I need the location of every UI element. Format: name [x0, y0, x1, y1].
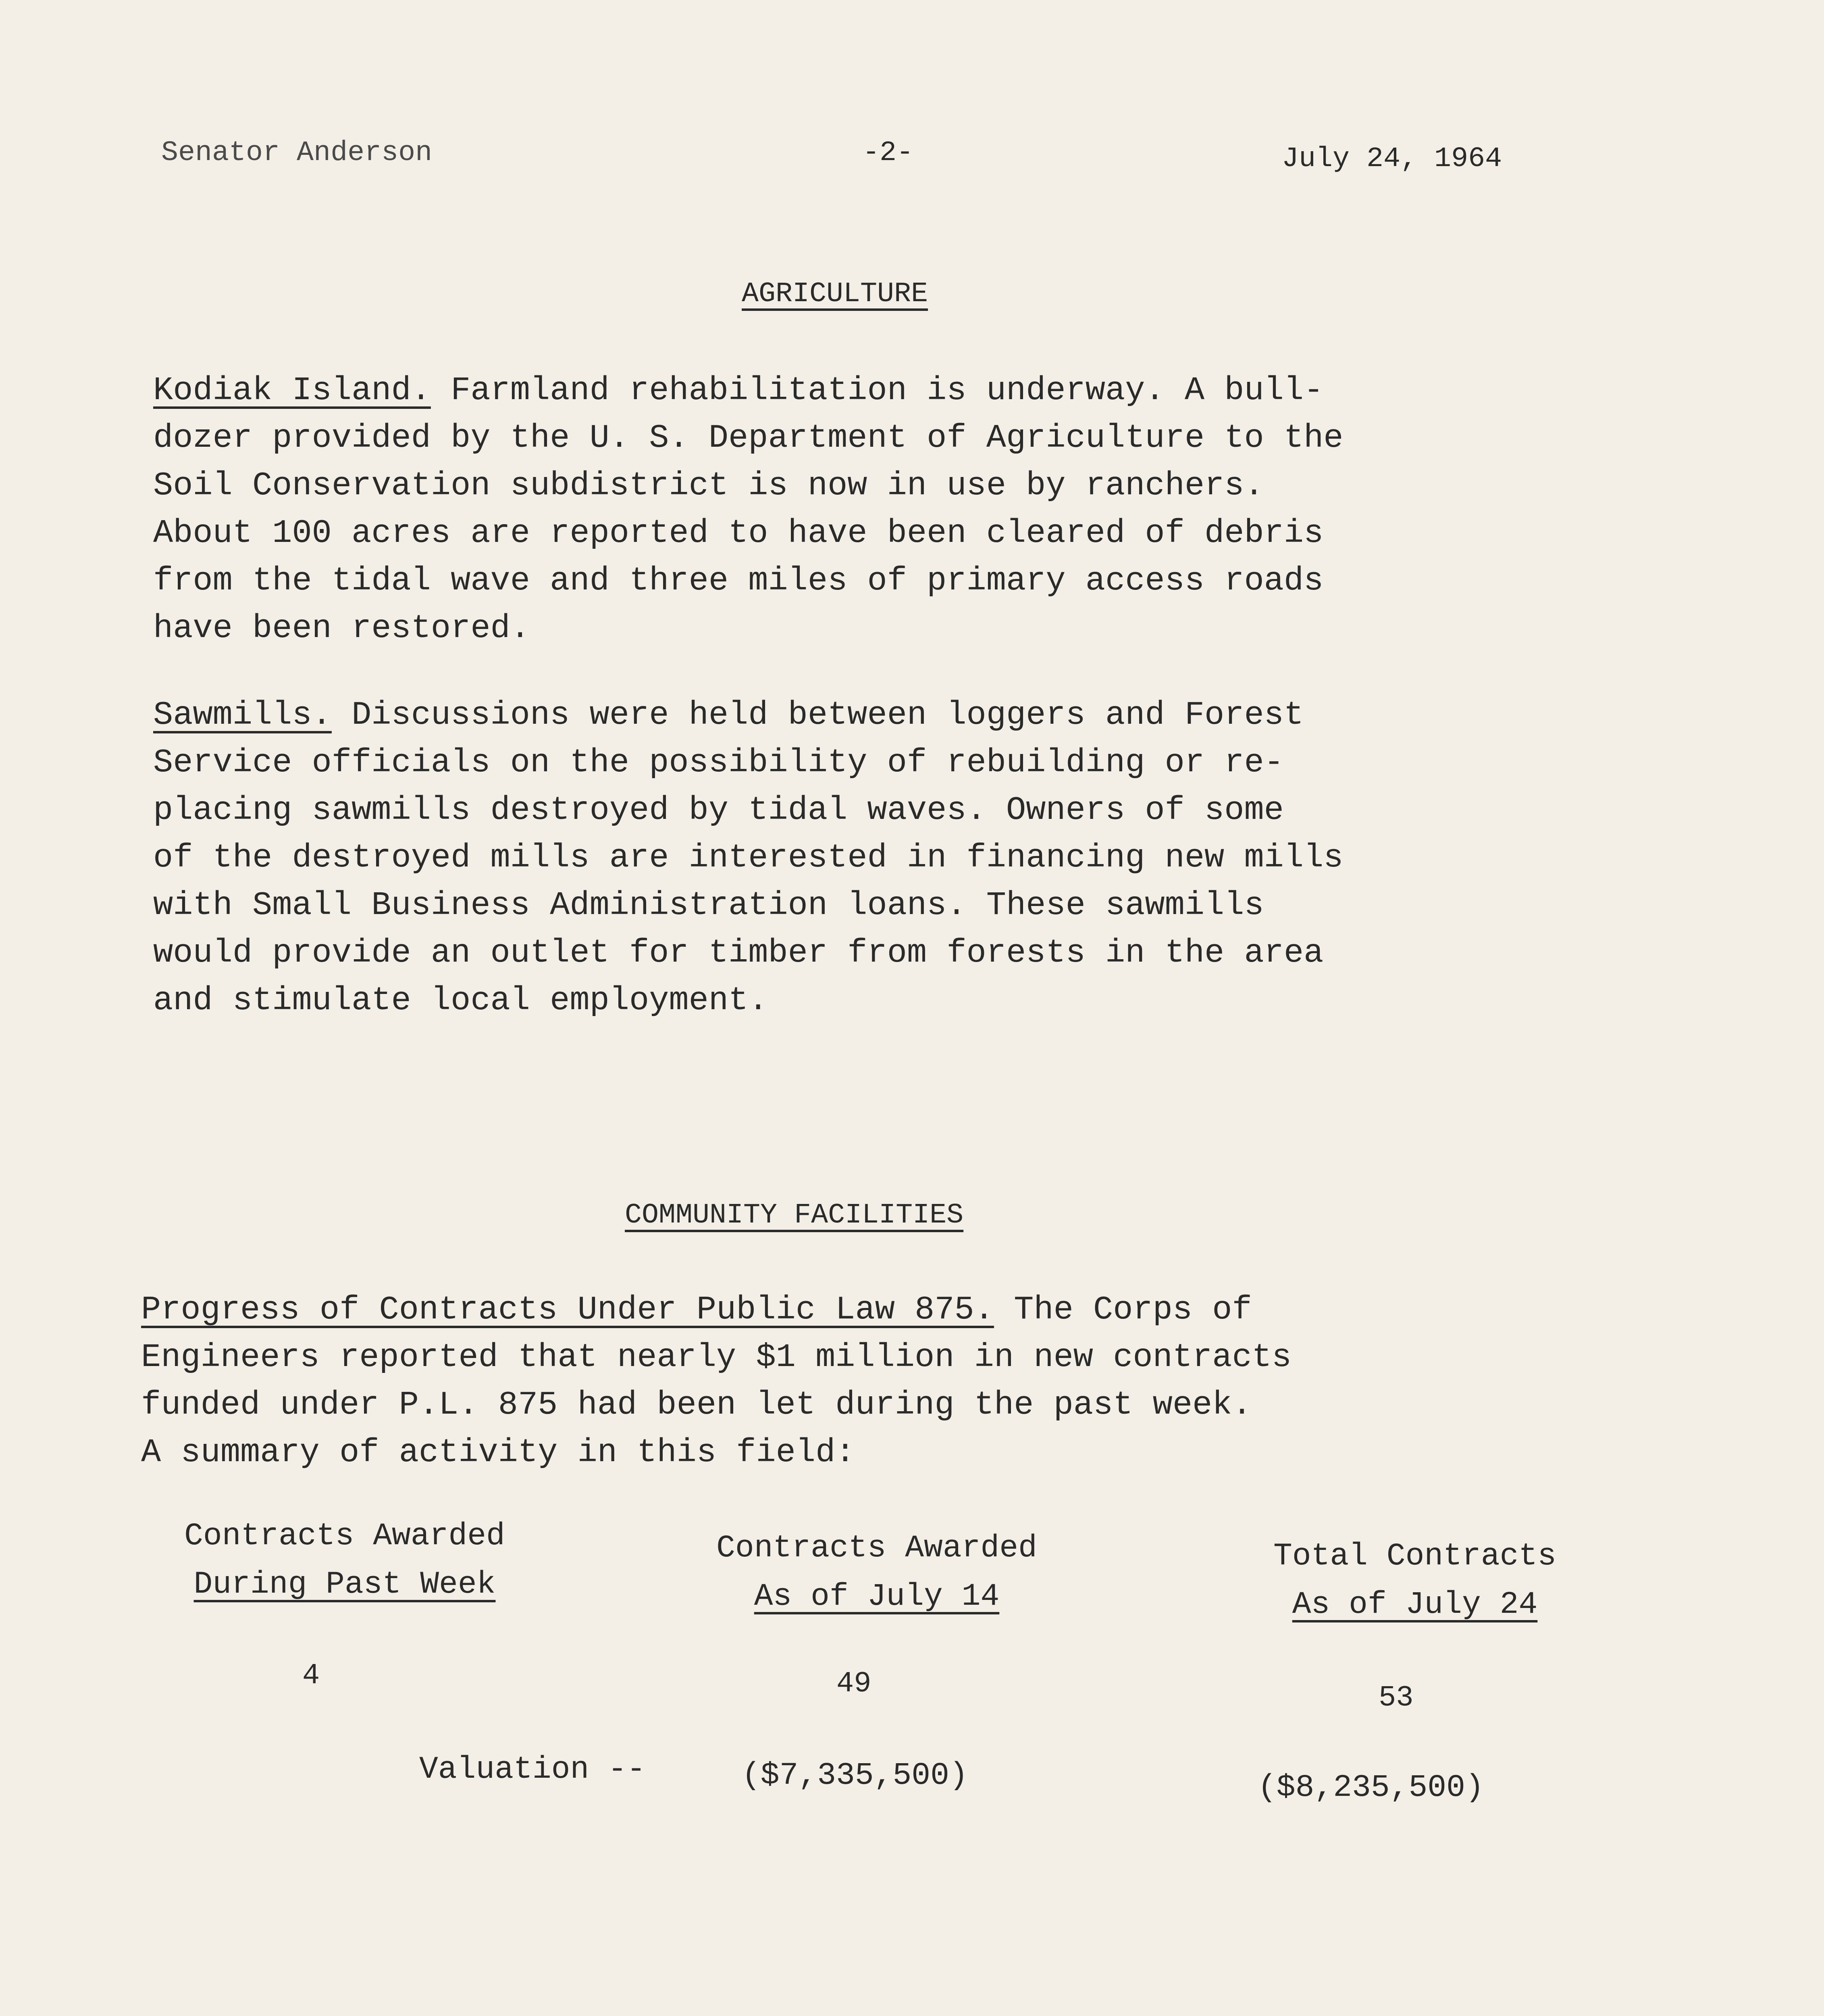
kodiak-line-6: have been restored.	[153, 610, 530, 647]
addressee: Senator Anderson	[161, 137, 433, 169]
kodiak-text-1: Farmland rehabilitation is underway. A bull-	[451, 372, 1324, 409]
sawmills-text-1: Discussions were held between loggers and Forest	[351, 696, 1304, 734]
progress-line-2: Engineers reported that nearly $1 million in new contracts	[141, 1339, 1292, 1376]
progress-line-3: funded under P.L. 875 had been let during the past week.	[141, 1386, 1252, 1424]
progress-line-4: A summary of activity in this field:	[141, 1434, 855, 1471]
kodiak-line-2: dozer provided by the U. S. Department of Agriculture to the	[153, 419, 1344, 457]
page-number: -2-	[863, 137, 914, 169]
sawmills-line-4: of the destroyed mills are interested in financing new mills	[153, 839, 1344, 877]
kodiak-line-1	[153, 367, 1669, 414]
sawmills-line-1	[153, 691, 1669, 739]
col-july24-header	[1217, 1532, 1612, 1629]
sawmills-line-3: placing sawmills destroyed by tidal waves. Owners of some	[153, 791, 1284, 829]
progress-lead: Progress of Contracts Under Public Law 875.	[141, 1291, 994, 1329]
sawmills-line-7: and stimulate local employment.	[153, 982, 768, 1019]
progress-text-1: The Corps of	[1014, 1291, 1252, 1329]
sawmills-paragraph	[153, 691, 1669, 1025]
progress-paragraph	[141, 1286, 1657, 1477]
kodiak-line-4: About 100 acres are reported to have been cleared of debris	[153, 514, 1324, 552]
kodiak-lead: Kodiak Island.	[153, 372, 431, 409]
col-july14-line1: Contracts Awarded	[716, 1531, 1037, 1566]
value-past-week: 4	[302, 1659, 320, 1692]
letter-date: July 24, 1964	[1282, 143, 1502, 175]
sawmills-line-2: Service officials on the possibility of rebuilding or re-	[153, 744, 1284, 781]
kodiak-line-3: Soil Conservation subdistrict is now in use by ranchers.	[153, 467, 1264, 504]
community-facilities-heading: COMMUNITY FACILITIES	[625, 1200, 964, 1231]
col-july24-line1: Total Contracts	[1273, 1539, 1557, 1574]
sawmills-line-5: with Small Business Administration loans. These sawmills	[153, 887, 1264, 924]
value-july14: 49	[836, 1667, 871, 1700]
kodiak-line-5: from the tidal wave and three miles of primary access roads	[153, 562, 1324, 600]
kodiak-paragraph	[153, 367, 1669, 652]
valuation-label: Valuation --	[419, 1752, 646, 1787]
col-july14-line2: As of July 14	[754, 1579, 1000, 1614]
value-july24: 53	[1379, 1681, 1414, 1714]
sawmills-line-6: would provide an outlet for timber from forests in the area	[153, 934, 1324, 972]
valuation-july14: ($7,335,500)	[742, 1758, 968, 1793]
col-past-week-header	[133, 1512, 556, 1609]
sawmills-lead: Sawmills.	[153, 696, 332, 734]
progress-line-1	[141, 1286, 1657, 1334]
col-past-week-line2: During Past Week	[193, 1567, 496, 1602]
col-july14-header	[645, 1524, 1109, 1621]
col-july24-line2: As of July 24	[1292, 1587, 1538, 1622]
agriculture-heading: AGRICULTURE	[742, 278, 928, 310]
valuation-july24: ($8,235,500)	[1258, 1770, 1484, 1806]
col-past-week-line1: Contracts Awarded	[184, 1518, 505, 1554]
